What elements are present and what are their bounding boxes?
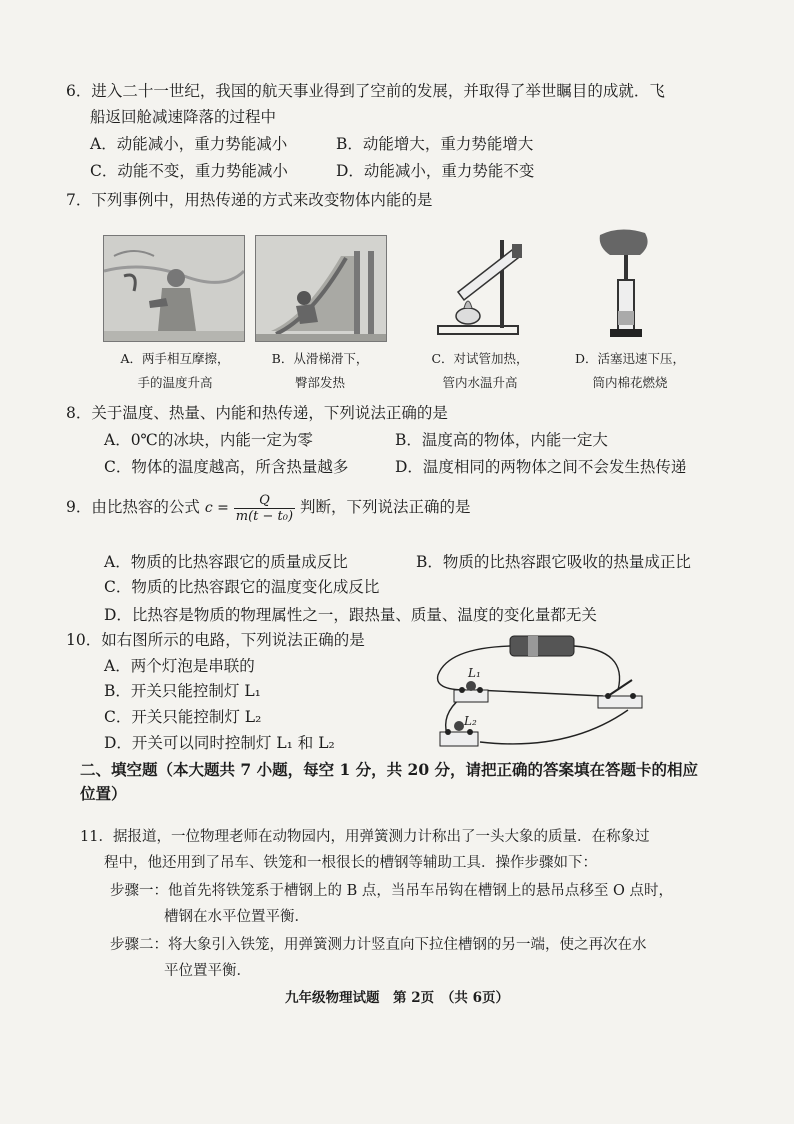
q9-formula-numerator: Q	[234, 493, 295, 509]
q6-option-d: D．动能减小，重力势能不变	[336, 162, 535, 180]
circuit-diagram	[428, 630, 658, 755]
q10-option-d: D．开关可以同时控制灯 L₁ 和 L₂	[104, 734, 335, 752]
q7-stem: 7．下列事例中，用热传递的方式来改变物体内能的是	[66, 191, 433, 209]
q9-stem-post: 判断，下列说法正确的是	[300, 498, 471, 516]
q7-caption-c-2: 管内水温升高	[442, 375, 518, 390]
figure-slide	[255, 235, 387, 342]
q6-option-b: B．动能增大，重力势能增大	[336, 135, 534, 153]
label-l1: L₁	[468, 666, 481, 680]
q9-formula-denominator: m(t − t₀)	[235, 508, 294, 524]
q7-caption-b-1: B．从滑梯滑下，	[271, 351, 369, 366]
q9-option-d: D．比热容是物质的物理属性之一，跟热量、质量、温度的变化量都无关	[104, 606, 597, 624]
q9-stem-pre: 9．由比热容的公式	[66, 498, 200, 516]
section2-heading-line2: 位置）	[80, 784, 127, 803]
q10-option-b: B．开关只能控制灯 L₁	[104, 682, 261, 700]
figure-piston-compression	[590, 225, 665, 343]
q11-step1-line2: 槽钢在水平位置平衡．	[164, 909, 309, 925]
q7-caption-b-2: 臀部发热	[294, 375, 345, 390]
q7-caption-c-1: C．对试管加热，	[431, 351, 529, 366]
q8-stem: 8．关于温度、热量、内能和热传递，下列说法正确的是	[66, 404, 448, 422]
q9-stem	[66, 488, 471, 527]
q9-formula-lhs: c =	[204, 500, 229, 516]
q9-formula-fraction	[234, 493, 295, 524]
q11-step2-line2: 平位置平衡．	[164, 963, 251, 979]
q6-line2: 船返回舱减速降落的过程中	[90, 108, 277, 126]
q11-line2: 程中，他还用到了吊车、铁笼和一根很长的槽钢等辅助工具．操作步骤如下：	[104, 855, 597, 871]
q10-option-c: C．开关只能控制灯 L₂	[104, 708, 262, 726]
q6-option-c: C．动能不变，重力势能减小	[90, 162, 288, 180]
q6-line1: 6．进入二十一世纪，我国的航天事业得到了空前的发展，并取得了举世瞩目的成就．飞	[66, 82, 665, 100]
q11-line1: 11．据报道，一位物理老师在动物园内，用弹簧测力计称出了一头大象的质量．在称象过	[80, 829, 650, 845]
q7-caption-a-2: 手的温度升高	[137, 375, 213, 390]
q6-option-a: A．动能减小，重力势能减小	[90, 135, 288, 153]
section2-heading-line1: 二、填空题（本大题共 7 小题，每空 1 分，共 20 分，请把正确的答案填在答题卡的相应	[80, 760, 699, 779]
q11-step2-line1: 步骤二：将大象引入铁笼，用弹簧测力计竖直向下拉住槽钢的另一端，使之再次在水	[110, 937, 647, 953]
q8-option-b: B．温度高的物体，内能一定大	[395, 431, 608, 449]
q7-caption-a-1: A．两手相互摩擦，	[120, 351, 230, 366]
q8-option-d: D．温度相同的两物体之间不会发生热传递	[395, 458, 687, 476]
q10-option-a: A．两个灯泡是串联的	[104, 657, 255, 675]
q11-step1-line1: 步骤一：他首先将铁笼系于槽钢上的 B 点，当吊车吊钩在槽钢上的悬吊点移至 O 点时，	[110, 883, 673, 899]
q8-option-c: C．物体的温度越高，所含热量越多	[104, 458, 349, 476]
q9-option-a: A．物质的比热容跟它的质量成反比	[104, 553, 348, 571]
q8-option-a: A．0℃的冰块，内能一定为零	[104, 431, 313, 449]
q7-caption-d-1: D．活塞迅速下压，	[574, 351, 686, 366]
figure-rubbing-hands	[103, 235, 245, 342]
page-footer: 九年级物理试题 第 2页 （共 6页）	[285, 990, 509, 1006]
q7-caption-d-2: 筒内棉花燃烧	[592, 375, 668, 390]
q10-stem: 10．如右图所示的电路，下列说法正确的是	[66, 631, 365, 649]
figure-test-tube-heating	[430, 230, 530, 340]
label-l2: L₂	[464, 714, 477, 728]
q9-option-c: C．物质的比热容跟它的温度变化成反比	[104, 578, 380, 596]
q9-option-b: B．物质的比热容跟它吸收的热量成正比	[416, 553, 691, 571]
